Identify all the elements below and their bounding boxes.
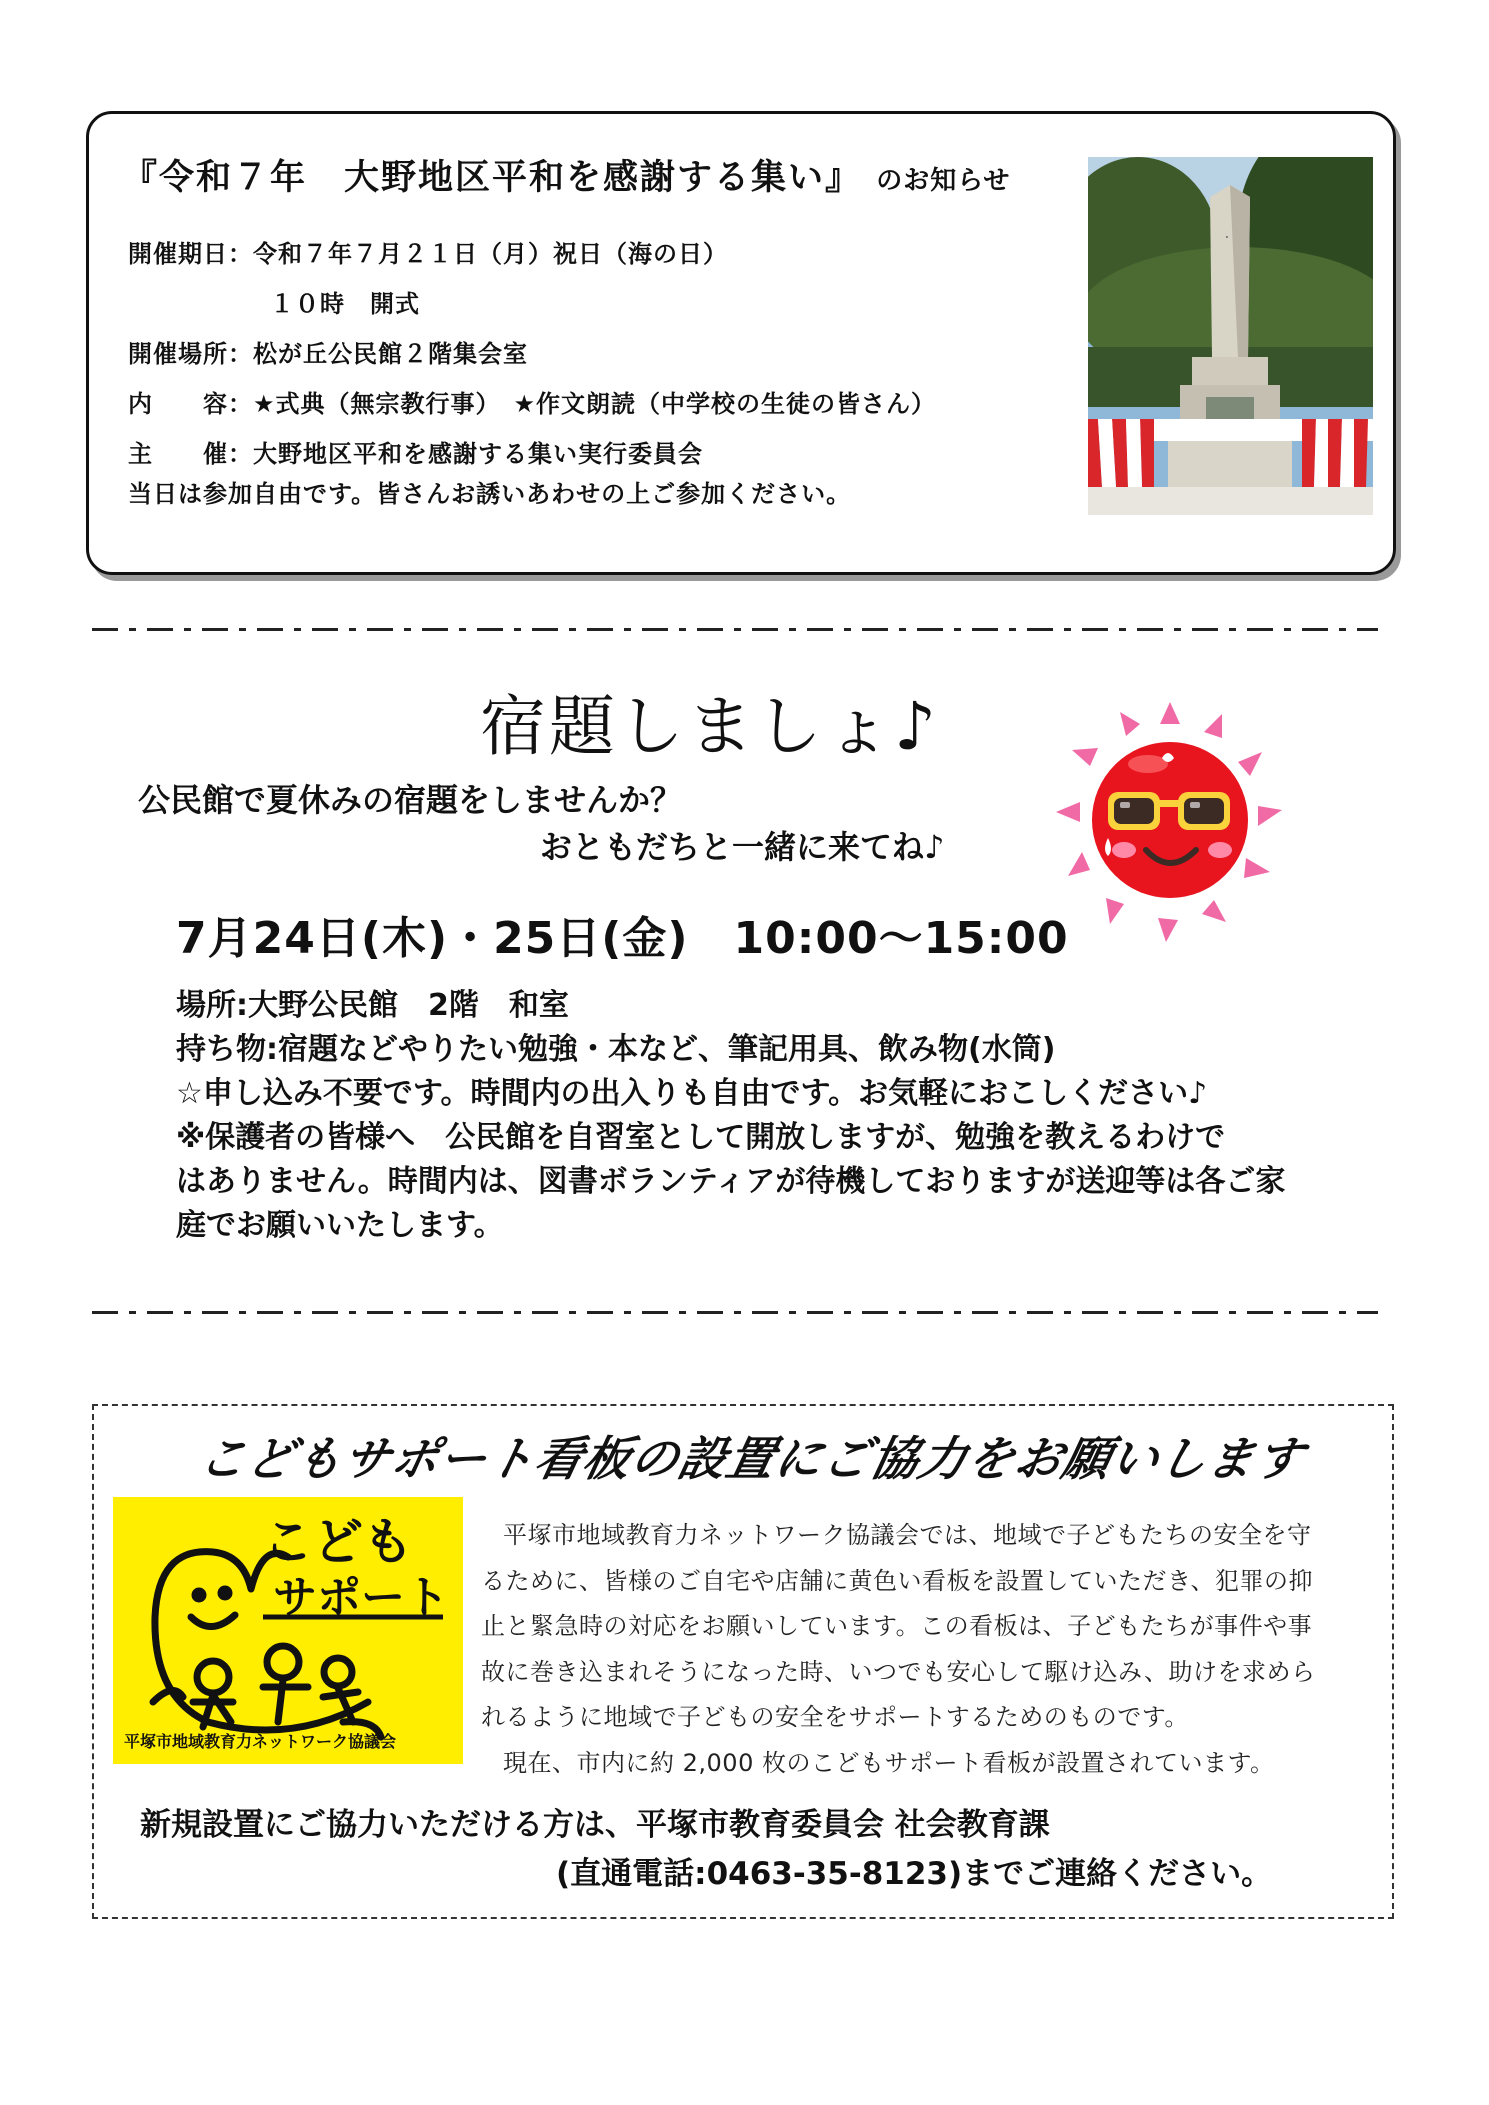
event-date-line: 開催期日：令和７年７月２１日（月）祝日（海の日） — [128, 240, 728, 268]
peace-monument-photo — [1088, 157, 1373, 515]
event-venue-line: 開催場所：松が丘公民館２階集会室 — [128, 340, 528, 368]
kodomo-support-paragraph-line: 故に巻き込まれそうになった時、いつでも安心して駆け込み、助けを求めら — [481, 1658, 1316, 1686]
homework-guardian-note-3: 庭でお願いいたします。 — [176, 1208, 504, 1243]
homework-place: 場所:大野公民館 2階 和室 — [176, 988, 569, 1023]
event-organizer-line: 主 催：大野地区平和を感謝する集い実行委員会 — [128, 440, 703, 468]
kodomo-support-paragraph-line: 現在、市内に約 2,000 枚のこどもサポート看板が設置されています。 — [503, 1749, 1275, 1777]
event-notice-title — [122, 150, 1010, 200]
section-divider-1 — [92, 628, 1378, 631]
homework-no-application: ☆申し込み不要です。時間内の出入りも自由です。お気軽におこしください♪ — [176, 1076, 1208, 1111]
event-time-line: １０時 開式 — [270, 290, 420, 318]
homework-subtitle-2: おともだちと一緒に来てね♪ — [540, 828, 945, 866]
kodomo-support-paragraph-line: れるように地域で子どもの安全をサポートするためのものです。 — [481, 1703, 1189, 1731]
kodomo-support-logo — [113, 1497, 463, 1764]
event-notice-title-suffix: のお知らせ — [876, 166, 1011, 196]
event-note-line: 当日は参加自由です。皆さんお誘いあわせの上ご参加ください。 — [128, 480, 852, 508]
homework-date-time: 7月24日(木)・25日(金) 10:00～15:00 — [176, 913, 1069, 964]
kodomo-support-logo-caption: 平塚市地域教育力ネットワーク協議会 — [124, 1732, 397, 1751]
homework-items: 持ち物:宿題などやりたい勉強・本など、筆記用具、飲み物(水筒) — [176, 1032, 1056, 1067]
event-notice-title-main: 『令和７年 大野地区平和を感謝する集い』 — [122, 158, 863, 198]
kodomo-support-paragraph-line: 平塚市地域教育力ネットワーク協議会では、地域で子どもたちの安全を守 — [503, 1521, 1312, 1549]
logo-text-kodomo: こども — [263, 1513, 413, 1571]
homework-title: 宿題しましょ♪ — [480, 688, 940, 765]
homework-guardian-note-1: ※保護者の皆様へ 公民館を自習室として開放しますが、勉強を教えるわけで — [176, 1120, 1226, 1155]
homework-subtitle-1: 公民館で夏休みの宿題をしませんか？ — [138, 781, 683, 819]
kodomo-support-title: こどもサポート看板の設置にご協力をお願いします — [193, 1432, 1309, 1487]
kodomo-support-contact-line-2: (直通電話:0463-35-8123)までご連絡ください。 — [556, 1856, 1273, 1892]
kodomo-support-paragraph-line: 止と緊急時の対応をお願いしています。この看板は、子どもたちが事件や事 — [481, 1612, 1313, 1640]
kodomo-support-contact-line-1: 新規設置にご協力いただける方は、平塚市教育委員会 社会教育課 — [140, 1807, 1050, 1843]
section-divider-2 — [92, 1311, 1378, 1314]
smiling-sun-sunglasses-illustration — [1050, 700, 1290, 950]
kodomo-support-paragraph-line: るために、皆様のご自宅や店舗に黄色い看板を設置していただき、犯罪の抑 — [481, 1567, 1314, 1595]
logo-text-support: サポート — [273, 1572, 449, 1623]
event-content-line: 内 容：★式典（無宗教行事） ★作文朗読（中学校の生徒の皆さん） — [128, 390, 937, 418]
svg-text:.: . — [1222, 234, 1238, 240]
homework-guardian-note-2: はありません。時間内は、図書ボランティアが待機しておりますが送迎等は各ご家 — [176, 1164, 1286, 1199]
